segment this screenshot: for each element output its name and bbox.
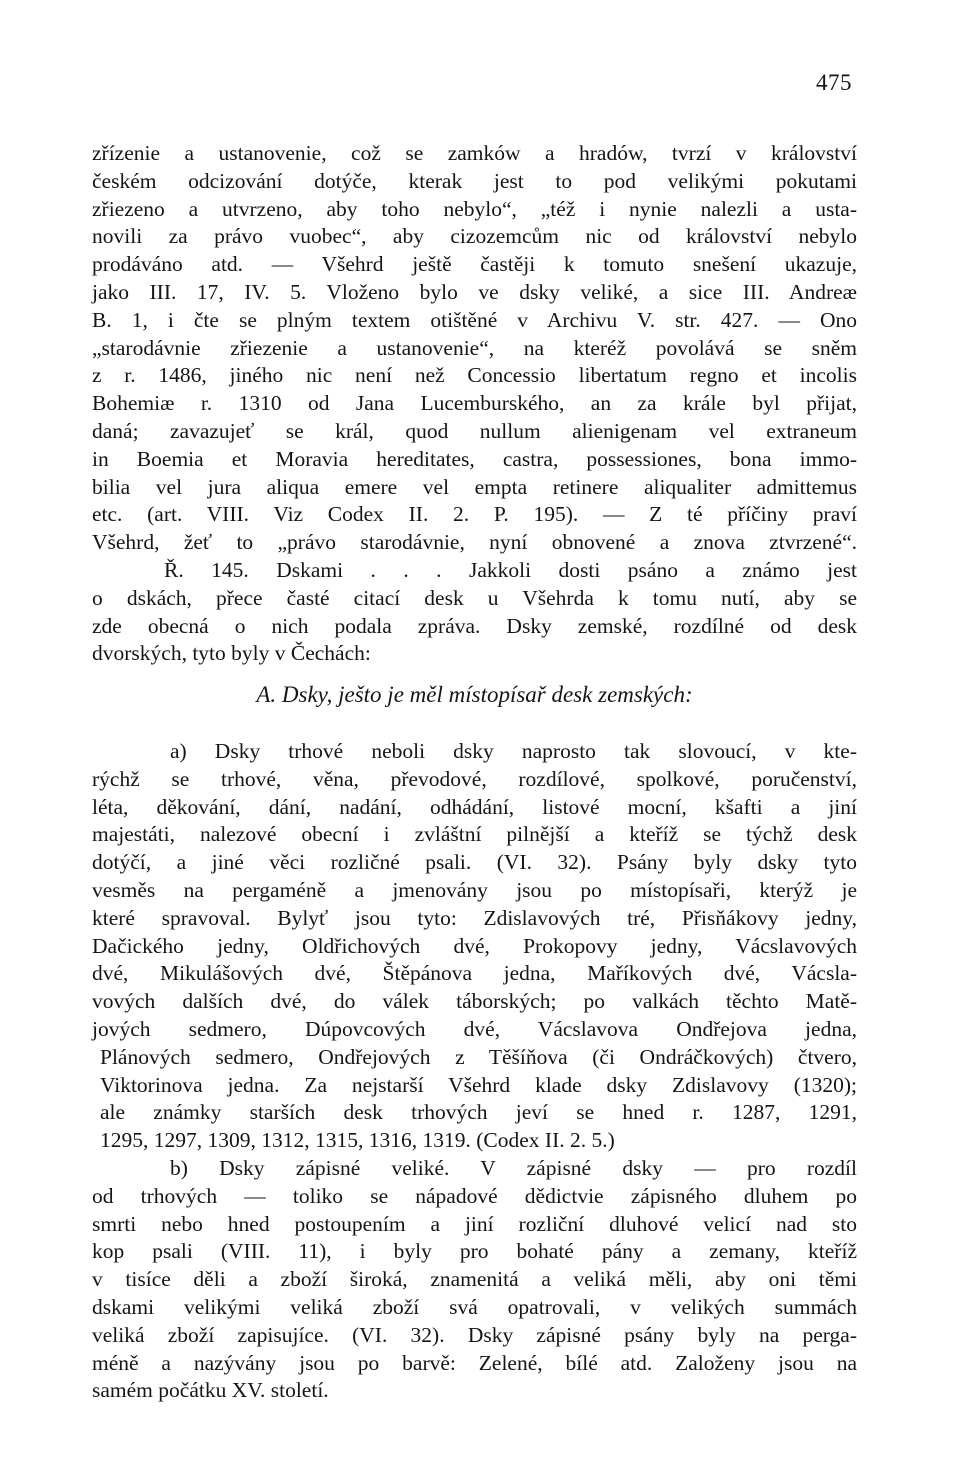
text-line: léta, děkování, dání, nadání, odhádání, listové mocní, kšafti a jiní <box>92 794 857 819</box>
text-line: českém odcizování dotýče, kterak jest to pod velikými pokutami <box>92 168 857 193</box>
text-line: smrti nebo hned postoupením a jiní rozliční dluhové velicí nad sto <box>92 1211 857 1236</box>
text-line: o dskách, přece časté citací desk u Všehrda k tomu nutí, aby se <box>92 585 857 610</box>
text-line: zřiezeno a utvrzeno, aby toho nebylo“, „též i nynie nalezli a usta- <box>92 196 857 221</box>
text-line: dvorských, tyto byly v Čechách: <box>92 641 371 666</box>
text-line: prodáváno atd. — Všehrd ještě častěji k tomuto snešení ukazuje, <box>92 252 857 277</box>
text-line: vesměs na pergaméně a jmenovány jsou po místopísaři, kterýž je <box>92 877 857 902</box>
text-line: daná; zavazujeť se král, quod nullum alienigenam vel extraneum <box>92 418 857 443</box>
text-line: 1295, 1297, 1309, 1312, 1315, 1316, 1319. (Codex II. 2. 5.) <box>100 1128 615 1153</box>
text-line: novili za právo vuobec“, aby cizozemcům nic od království nebylo <box>92 224 857 249</box>
text-line: bilia vel jura aliqua emere vel empta retinere aliqualiter admittemus <box>92 474 857 499</box>
text-line: jako III. 17, IV. 5. Vloženo bylo ve dsky veliké, a sice III. Andreæ <box>92 279 857 304</box>
text-line: zde obecná o nich podala zpráva. Dsky zemské, rozdílné od desk <box>92 613 857 638</box>
text-line: samém počátku XV. století. <box>92 1378 329 1403</box>
text-line: B. 1, i čte se plným textem otištěné v Archivu V. str. 427. — Ono <box>92 307 857 332</box>
text-line: ale známky starších desk trhových jeví se hned r. 1287, 1291, <box>100 1100 857 1125</box>
text-line: Dačického jedny, Oldřichových dvé, Prokopovy jedny, Vácslavových <box>92 933 857 958</box>
subsection-start-line: b) Dsky zápisné veliké. V zápisné dsky — pro rozdíl <box>170 1155 857 1180</box>
section-heading: A. Dsky, ješto je měl místopísař desk zemských: <box>256 682 693 707</box>
text-line: rýchž se trhové, věna, převodové, rozdílové, spolkové, poručenství, <box>92 766 857 791</box>
text-line: etc. (art. VIII. Viz Codex II. 2. P. 195). — Z té příčiny praví <box>92 502 857 527</box>
text-line: Plánových sedmero, Ondřejových z Těšíňova (či Ondráčkových) čtvero, <box>100 1044 857 1069</box>
text-line: které spravoval. Bylyť jsou tyto: Zdislavových tré, Přisňákovy jedny, <box>92 905 857 930</box>
page-number: 475 <box>816 70 852 95</box>
text-block-upper <box>92 140 857 668</box>
text-line: Viktorinova jedna. Za nejstarší Všehrd klade dsky Zdislavovy (1320); <box>100 1072 857 1097</box>
text-block-lower <box>92 738 857 1405</box>
text-line: Bohemiæ r. 1310 od Jana Lucemburského, an za krále byl přijat, <box>92 391 857 416</box>
text-line: dotýčí, a jiné věci rozličné psali. (VI. 32). Psány byly dsky tyto <box>92 850 857 875</box>
text-line: vových dalších dvé, do válek táborských; po valkách těchto Matě- <box>92 989 857 1014</box>
text-line: „starodávnie zřiezenie a ustanovenie“, na kteréž povolává se sněm <box>92 335 857 360</box>
text-line: dskami velikými veliká zboží svá opatrovali, v velikých summách <box>92 1294 857 1319</box>
text-line: jových sedmero, Dúpovcových dvé, Vácslavova Ondřejova jedna, <box>92 1016 857 1041</box>
text-line: z r. 1486, jiného nic není než Concessio libertatum regno et incolis <box>92 363 857 388</box>
text-line: majestáti, nalezové obecní i zvláštní pilnější a kteříž se týchž desk <box>92 822 857 847</box>
text-line: v tisíce děli a zboží široká, znamenitá a veliká měli, aby oni těmi <box>92 1267 857 1292</box>
text-line: méně a nazývány jsou po barvě: Zelené, bílé atd. Založeny jsou na <box>92 1350 857 1375</box>
subsection-start-line: a) Dsky trhové neboli dsky naprosto tak slovoucí, v kte- <box>170 739 857 763</box>
text-line: veliká zboží zapisujíce. (VI. 32). Dsky zápisné psány byly na perga- <box>92 1322 857 1347</box>
text-line: Všehrd, žeť to „právo starodávnie, nyní obnovené a znova ztvrzené“. <box>92 530 857 555</box>
text-line: dvé, Mikulášových dvé, Štěpánova jedna, Maříkových dvé, Vácsla- <box>92 961 857 986</box>
text-line: in Boemia et Moravia hereditates, castra, possessiones, bona immo- <box>92 446 857 471</box>
section-start-line: Ř. 145. Dskami . . . Jakkoli dosti psáno a známo jest <box>164 557 857 582</box>
text-line: zřízenie a ustanovenie, což se zamków a hradów, tvrzí v království <box>92 141 857 165</box>
text-line: kop psali (VIII. 11), i byly pro bohaté pány a zemany, kteříž <box>92 1239 857 1264</box>
text-line: od trhových — toliko se nápadové dědictvie zápisného dluhem po <box>92 1183 857 1208</box>
